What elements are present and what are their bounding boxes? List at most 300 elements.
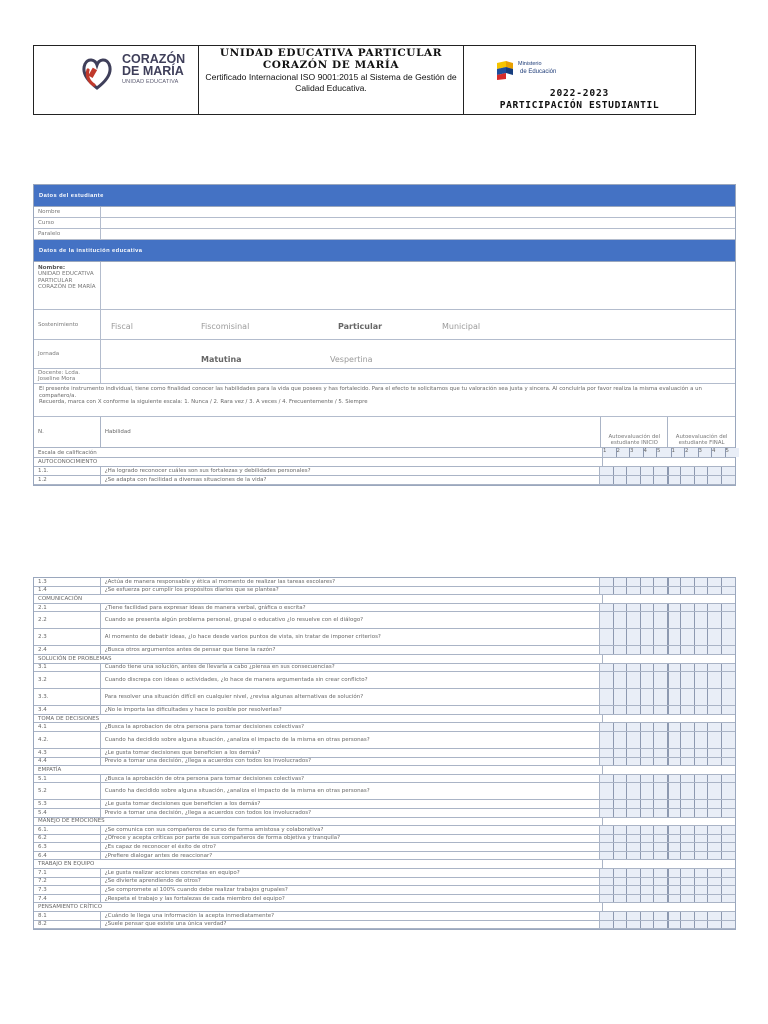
rating-checkbox[interactable] [708,612,722,628]
rating-checkbox[interactable] [722,629,736,645]
rating-checkbox[interactable] [695,476,709,484]
rating-checkbox[interactable] [627,706,641,714]
rating-checkbox[interactable] [708,835,722,843]
rating-checkbox[interactable] [614,835,628,843]
rating-checkbox[interactable] [654,672,668,688]
rating-checkbox[interactable] [600,783,614,799]
rating-checkbox[interactable] [600,723,614,731]
rating-checkbox[interactable] [614,869,628,877]
rating-checkbox[interactable] [681,732,695,748]
rating-checkbox[interactable] [708,895,722,903]
rating-checkbox[interactable] [627,826,641,834]
rating-checkbox[interactable] [708,629,722,645]
rating-checkbox[interactable] [641,783,655,799]
rating-checkbox[interactable] [681,869,695,877]
rating-checkbox[interactable] [695,886,709,894]
rating-checkbox[interactable] [708,604,722,612]
rating-checkbox[interactable] [627,723,641,731]
rating-checkbox[interactable] [614,664,628,672]
rating-checkbox[interactable] [681,826,695,834]
rating-checkbox[interactable] [695,869,709,877]
rating-checkbox[interactable] [708,843,722,851]
student-name-input[interactable] [101,207,735,217]
rating-checkbox[interactable] [695,749,709,757]
rating-checkbox[interactable] [708,783,722,799]
rating-checkbox[interactable] [708,476,722,484]
rating-checkbox[interactable] [722,912,736,920]
rating-checkbox[interactable] [668,612,682,628]
rating-checkbox[interactable] [614,612,628,628]
rating-checkbox[interactable] [668,689,682,705]
rating-checkbox[interactable] [627,843,641,851]
rating-checkbox[interactable] [600,629,614,645]
rating-checkbox[interactable] [627,587,641,595]
rating-checkbox[interactable] [668,800,682,808]
rating-checkbox[interactable] [695,835,709,843]
rating-checkbox[interactable] [641,723,655,731]
rating-checkbox[interactable] [695,664,709,672]
rating-checkbox[interactable] [654,895,668,903]
rating-checkbox[interactable] [641,476,655,484]
rating-checkbox[interactable] [722,921,736,929]
rating-checkbox[interactable] [708,758,722,766]
rating-checkbox[interactable] [600,835,614,843]
rating-checkbox[interactable] [708,878,722,886]
rating-checkbox[interactable] [627,886,641,894]
rating-checkbox[interactable] [600,758,614,766]
rating-checkbox[interactable] [722,612,736,628]
rating-checkbox[interactable] [641,672,655,688]
rating-checkbox[interactable] [654,843,668,851]
rating-checkbox[interactable] [681,604,695,612]
rating-checkbox[interactable] [668,775,682,783]
rating-checkbox[interactable] [722,587,736,595]
rating-checkbox[interactable] [668,476,682,484]
rating-checkbox[interactable] [681,835,695,843]
rating-checkbox[interactable] [668,723,682,731]
rating-checkbox[interactable] [668,749,682,757]
rating-checkbox[interactable] [708,664,722,672]
rating-checkbox[interactable] [641,921,655,929]
rating-checkbox[interactable] [695,826,709,834]
rating-checkbox[interactable] [627,578,641,586]
rating-checkbox[interactable] [708,826,722,834]
rating-checkbox[interactable] [654,783,668,799]
rating-checkbox[interactable] [668,578,682,586]
rating-checkbox[interactable] [627,732,641,748]
rating-checkbox[interactable] [627,612,641,628]
rating-checkbox[interactable] [695,646,709,654]
rating-checkbox[interactable] [695,912,709,920]
rating-checkbox[interactable] [614,476,628,484]
rating-checkbox[interactable] [654,878,668,886]
rating-checkbox[interactable] [722,476,736,484]
rating-checkbox[interactable] [654,800,668,808]
rating-checkbox[interactable] [708,921,722,929]
rating-checkbox[interactable] [600,895,614,903]
student-parallel-input[interactable] [101,229,735,239]
rating-checkbox[interactable] [708,869,722,877]
rating-checkbox[interactable] [722,689,736,705]
shift-option-vespertina[interactable]: Vespertina [330,355,373,364]
rating-checkbox[interactable] [641,826,655,834]
rating-checkbox[interactable] [654,852,668,860]
rating-checkbox[interactable] [641,732,655,748]
rating-checkbox[interactable] [614,826,628,834]
rating-checkbox[interactable] [614,706,628,714]
funding-option-particular[interactable]: Particular [338,322,383,331]
rating-checkbox[interactable] [668,852,682,860]
rating-checkbox[interactable] [654,664,668,672]
rating-checkbox[interactable] [681,921,695,929]
rating-checkbox[interactable] [641,749,655,757]
rating-checkbox[interactable] [722,869,736,877]
rating-checkbox[interactable] [614,672,628,688]
rating-checkbox[interactable] [681,800,695,808]
rating-checkbox[interactable] [641,852,655,860]
rating-checkbox[interactable] [614,878,628,886]
funding-option-fiscal[interactable]: Fiscal [111,322,133,331]
rating-checkbox[interactable] [681,629,695,645]
rating-checkbox[interactable] [654,646,668,654]
rating-checkbox[interactable] [681,758,695,766]
rating-checkbox[interactable] [722,878,736,886]
rating-checkbox[interactable] [668,869,682,877]
rating-checkbox[interactable] [681,878,695,886]
rating-checkbox[interactable] [695,800,709,808]
rating-checkbox[interactable] [695,629,709,645]
rating-checkbox[interactable] [722,664,736,672]
rating-checkbox[interactable] [708,467,722,475]
rating-checkbox[interactable] [600,843,614,851]
rating-checkbox[interactable] [695,895,709,903]
rating-checkbox[interactable] [681,612,695,628]
rating-checkbox[interactable] [600,826,614,834]
rating-checkbox[interactable] [681,809,695,817]
rating-checkbox[interactable] [654,869,668,877]
rating-checkbox[interactable] [654,732,668,748]
rating-checkbox[interactable] [695,672,709,688]
rating-checkbox[interactable] [627,852,641,860]
rating-checkbox[interactable] [695,467,709,475]
rating-checkbox[interactable] [600,664,614,672]
rating-checkbox[interactable] [708,912,722,920]
rating-checkbox[interactable] [681,886,695,894]
rating-checkbox[interactable] [614,783,628,799]
rating-checkbox[interactable] [668,783,682,799]
rating-checkbox[interactable] [641,912,655,920]
rating-checkbox[interactable] [668,878,682,886]
rating-checkbox[interactable] [641,578,655,586]
rating-checkbox[interactable] [654,826,668,834]
rating-checkbox[interactable] [695,604,709,612]
rating-checkbox[interactable] [668,587,682,595]
funding-option-fiscomisional[interactable]: Fiscomisinal [201,322,250,331]
rating-checkbox[interactable] [600,869,614,877]
rating-checkbox[interactable] [681,783,695,799]
rating-checkbox[interactable] [627,758,641,766]
rating-checkbox[interactable] [681,689,695,705]
funding-option-municipal[interactable]: Municipal [442,322,481,331]
rating-checkbox[interactable] [627,689,641,705]
rating-checkbox[interactable] [614,800,628,808]
rating-checkbox[interactable] [695,578,709,586]
rating-checkbox[interactable] [695,706,709,714]
rating-checkbox[interactable] [600,809,614,817]
rating-checkbox[interactable] [695,775,709,783]
rating-checkbox[interactable] [668,809,682,817]
rating-checkbox[interactable] [708,852,722,860]
rating-checkbox[interactable] [681,912,695,920]
rating-checkbox[interactable] [668,664,682,672]
rating-checkbox[interactable] [654,689,668,705]
rating-checkbox[interactable] [641,689,655,705]
rating-checkbox[interactable] [681,646,695,654]
rating-checkbox[interactable] [722,578,736,586]
rating-checkbox[interactable] [695,612,709,628]
rating-checkbox[interactable] [654,629,668,645]
student-course-input[interactable] [101,218,735,228]
rating-checkbox[interactable] [627,629,641,645]
rating-checkbox[interactable] [600,578,614,586]
rating-checkbox[interactable] [641,629,655,645]
rating-checkbox[interactable] [668,706,682,714]
rating-checkbox[interactable] [627,921,641,929]
rating-checkbox[interactable] [681,476,695,484]
rating-checkbox[interactable] [627,476,641,484]
rating-checkbox[interactable] [722,467,736,475]
rating-checkbox[interactable] [668,921,682,929]
rating-checkbox[interactable] [695,689,709,705]
rating-checkbox[interactable] [695,852,709,860]
rating-checkbox[interactable] [722,749,736,757]
rating-checkbox[interactable] [600,706,614,714]
rating-checkbox[interactable] [627,604,641,612]
rating-checkbox[interactable] [668,732,682,748]
rating-checkbox[interactable] [600,921,614,929]
rating-checkbox[interactable] [681,852,695,860]
rating-checkbox[interactable] [695,587,709,595]
rating-checkbox[interactable] [614,843,628,851]
rating-checkbox[interactable] [722,886,736,894]
rating-checkbox[interactable] [722,783,736,799]
rating-checkbox[interactable] [641,467,655,475]
rating-checkbox[interactable] [614,749,628,757]
rating-checkbox[interactable] [600,587,614,595]
rating-checkbox[interactable] [722,604,736,612]
rating-checkbox[interactable] [614,775,628,783]
rating-checkbox[interactable] [722,895,736,903]
rating-checkbox[interactable] [627,749,641,757]
rating-checkbox[interactable] [654,587,668,595]
rating-checkbox[interactable] [695,732,709,748]
rating-checkbox[interactable] [641,587,655,595]
rating-checkbox[interactable] [722,758,736,766]
rating-checkbox[interactable] [668,912,682,920]
rating-checkbox[interactable] [654,835,668,843]
rating-checkbox[interactable] [708,809,722,817]
rating-checkbox[interactable] [614,732,628,748]
rating-checkbox[interactable] [668,895,682,903]
rating-checkbox[interactable] [654,912,668,920]
rating-checkbox[interactable] [708,578,722,586]
rating-checkbox[interactable] [695,783,709,799]
rating-checkbox[interactable] [708,689,722,705]
rating-checkbox[interactable] [654,758,668,766]
rating-checkbox[interactable] [708,749,722,757]
rating-checkbox[interactable] [600,732,614,748]
rating-checkbox[interactable] [668,886,682,894]
rating-checkbox[interactable] [708,723,722,731]
rating-checkbox[interactable] [614,578,628,586]
rating-checkbox[interactable] [681,664,695,672]
rating-checkbox[interactable] [708,646,722,654]
rating-checkbox[interactable] [641,895,655,903]
rating-checkbox[interactable] [627,783,641,799]
rating-checkbox[interactable] [600,612,614,628]
rating-checkbox[interactable] [654,706,668,714]
rating-checkbox[interactable] [600,749,614,757]
rating-checkbox[interactable] [695,723,709,731]
rating-checkbox[interactable] [654,578,668,586]
rating-checkbox[interactable] [600,672,614,688]
rating-checkbox[interactable] [681,749,695,757]
rating-checkbox[interactable] [695,758,709,766]
rating-checkbox[interactable] [708,672,722,688]
rating-checkbox[interactable] [627,800,641,808]
rating-checkbox[interactable] [722,809,736,817]
rating-checkbox[interactable] [654,476,668,484]
rating-checkbox[interactable] [641,800,655,808]
rating-checkbox[interactable] [614,886,628,894]
rating-checkbox[interactable] [641,809,655,817]
rating-checkbox[interactable] [614,467,628,475]
rating-checkbox[interactable] [654,612,668,628]
rating-checkbox[interactable] [614,912,628,920]
rating-checkbox[interactable] [600,852,614,860]
rating-checkbox[interactable] [708,886,722,894]
rating-checkbox[interactable] [627,672,641,688]
rating-checkbox[interactable] [668,629,682,645]
rating-checkbox[interactable] [641,878,655,886]
rating-checkbox[interactable] [708,732,722,748]
rating-checkbox[interactable] [641,646,655,654]
rating-checkbox[interactable] [641,835,655,843]
rating-checkbox[interactable] [654,467,668,475]
rating-checkbox[interactable] [614,723,628,731]
rating-checkbox[interactable] [681,775,695,783]
rating-checkbox[interactable] [627,646,641,654]
rating-checkbox[interactable] [600,604,614,612]
rating-checkbox[interactable] [681,467,695,475]
rating-checkbox[interactable] [641,869,655,877]
rating-checkbox[interactable] [627,664,641,672]
rating-checkbox[interactable] [654,749,668,757]
rating-checkbox[interactable] [681,578,695,586]
rating-checkbox[interactable] [641,775,655,783]
rating-checkbox[interactable] [681,895,695,903]
rating-checkbox[interactable] [614,758,628,766]
rating-checkbox[interactable] [627,835,641,843]
rating-checkbox[interactable] [600,800,614,808]
rating-checkbox[interactable] [600,878,614,886]
rating-checkbox[interactable] [600,775,614,783]
rating-checkbox[interactable] [641,886,655,894]
rating-checkbox[interactable] [614,604,628,612]
rating-checkbox[interactable] [722,826,736,834]
rating-checkbox[interactable] [708,706,722,714]
rating-checkbox[interactable] [681,843,695,851]
rating-checkbox[interactable] [614,646,628,654]
rating-checkbox[interactable] [668,843,682,851]
rating-checkbox[interactable] [722,706,736,714]
rating-checkbox[interactable] [722,672,736,688]
rating-checkbox[interactable] [614,809,628,817]
rating-checkbox[interactable] [641,706,655,714]
rating-checkbox[interactable] [600,886,614,894]
rating-checkbox[interactable] [668,646,682,654]
shift-option-matutina[interactable]: Matutina [201,355,242,364]
rating-checkbox[interactable] [722,723,736,731]
rating-checkbox[interactable] [600,646,614,654]
rating-checkbox[interactable] [722,843,736,851]
rating-checkbox[interactable] [614,852,628,860]
rating-checkbox[interactable] [600,476,614,484]
rating-checkbox[interactable] [722,835,736,843]
rating-checkbox[interactable] [695,843,709,851]
rating-checkbox[interactable] [614,587,628,595]
rating-checkbox[interactable] [668,826,682,834]
rating-checkbox[interactable] [668,835,682,843]
rating-checkbox[interactable] [654,886,668,894]
rating-checkbox[interactable] [627,869,641,877]
rating-checkbox[interactable] [722,732,736,748]
rating-checkbox[interactable] [641,758,655,766]
rating-checkbox[interactable] [695,878,709,886]
rating-checkbox[interactable] [668,758,682,766]
rating-checkbox[interactable] [627,809,641,817]
rating-checkbox[interactable] [695,809,709,817]
rating-checkbox[interactable] [681,723,695,731]
rating-checkbox[interactable] [708,775,722,783]
rating-checkbox[interactable] [708,587,722,595]
rating-checkbox[interactable] [668,467,682,475]
rating-checkbox[interactable] [614,895,628,903]
rating-checkbox[interactable] [627,775,641,783]
rating-checkbox[interactable] [681,706,695,714]
rating-checkbox[interactable] [614,689,628,705]
rating-checkbox[interactable] [708,800,722,808]
rating-checkbox[interactable] [654,775,668,783]
rating-checkbox[interactable] [641,612,655,628]
rating-checkbox[interactable] [668,604,682,612]
rating-checkbox[interactable] [681,672,695,688]
rating-checkbox[interactable] [627,467,641,475]
rating-checkbox[interactable] [627,878,641,886]
rating-checkbox[interactable] [654,921,668,929]
rating-checkbox[interactable] [600,912,614,920]
rating-checkbox[interactable] [722,775,736,783]
rating-checkbox[interactable] [641,664,655,672]
rating-checkbox[interactable] [627,912,641,920]
rating-checkbox[interactable] [654,723,668,731]
rating-checkbox[interactable] [722,800,736,808]
rating-checkbox[interactable] [614,629,628,645]
rating-checkbox[interactable] [681,587,695,595]
rating-checkbox[interactable] [600,689,614,705]
rating-checkbox[interactable] [627,895,641,903]
institution-name-input[interactable] [101,262,735,309]
